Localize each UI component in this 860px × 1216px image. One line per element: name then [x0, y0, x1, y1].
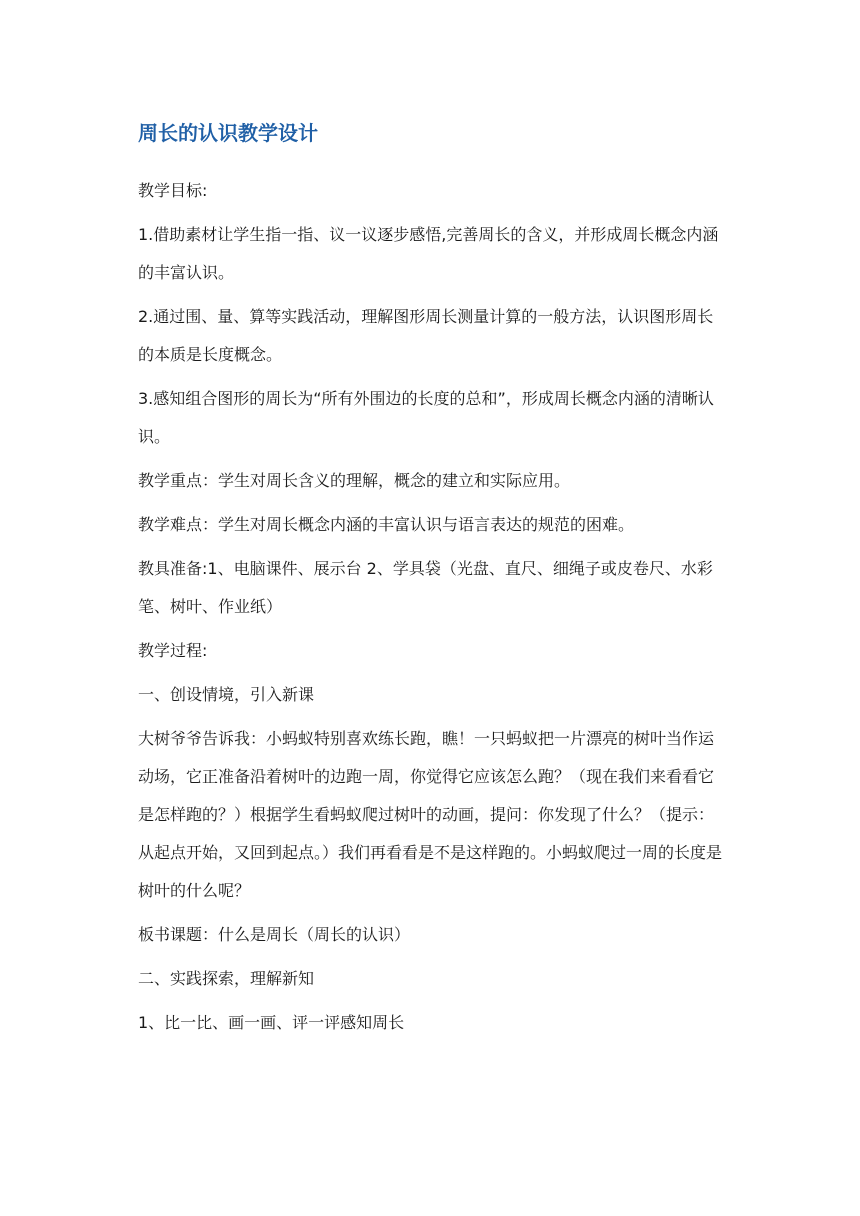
paragraph-process-heading: 教学过程:	[138, 641, 208, 660]
paragraph-section-2-item-1: 1、比一比、画一画、评一评感知周长	[138, 1013, 405, 1032]
document-title: 周长的认识教学设计	[138, 121, 318, 145]
paragraph-key-points: 教学重点：学生对周长含义的理解，概念的建立和实际应用。	[138, 471, 571, 490]
paragraph-difficulties: 教学难点：学生对周长概念内涵的丰富认识与语言表达的规范的困难。	[138, 515, 635, 534]
paragraph-objective-3: 3.感知组合图形的周长为“所有外围边的长度的总和”，形成周长概念内涵的清晰认识。	[138, 389, 714, 446]
paragraph-objective-1: 1.借助素材让学生指一指、议一议逐步感悟,完善周长的含义，并形成周长概念内涵的丰富认识。	[138, 225, 719, 282]
paragraph-board-title: 板书课题：什么是周长（周长的认识）	[138, 925, 411, 944]
paragraph-section-1-heading: 一、创设情境，引入新课	[138, 685, 315, 704]
document-body	[138, 118, 728, 1042]
paragraph-objectives-heading: 教学目标:	[138, 181, 208, 200]
paragraph-section-1-story: 大树爷爷告诉我：小蚂蚁特别喜欢练长跑，瞧！一只蚂蚁把一片漂亮的树叶当作运动场，它正准备沿着树叶的边跑一周，你觉得它应该怎么跑？（现在我们来看看它是怎样跑的？）根据学生看蚂蚁爬过树叶的动画，提问：你发现了什么？（提示：从起点开始，又回到起点。）我们再看看是不是这样跑的。小蚂蚁爬过一周的长度是树叶的什么呢？	[138, 729, 723, 900]
paragraph-section-2-heading: 二、实践探索，理解新知	[138, 969, 315, 988]
paragraph-materials: 教具准备:1、电脑课件、展示台 2、学具袋（光盘、直尺、细绳子或皮卷尺、水彩笔、树叶、作业纸）	[138, 559, 713, 616]
paragraph-objective-2: 2.通过围、量、算等实践活动，理解图形周长测量计算的一般方法，认识图形周长的本质是长度概念。	[138, 307, 714, 364]
